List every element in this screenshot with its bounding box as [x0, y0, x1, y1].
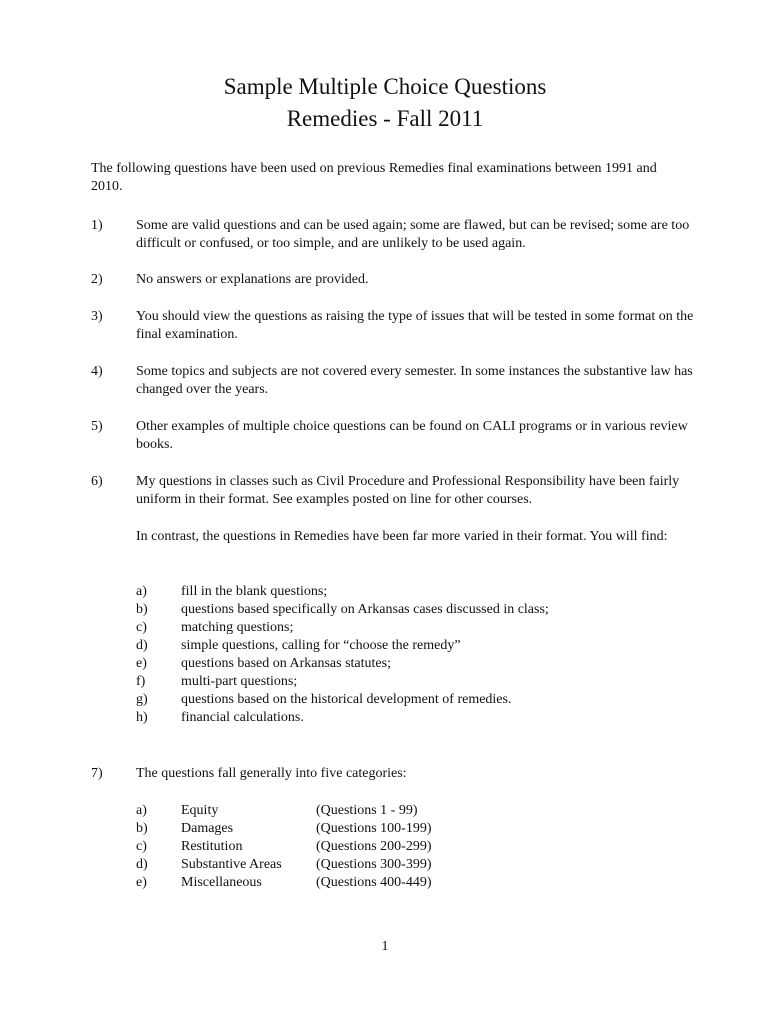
item-number: 4) — [91, 364, 103, 379]
format-letter: d) — [136, 638, 148, 653]
page-number: 1 — [381, 939, 389, 954]
format-letter: a) — [136, 584, 147, 599]
format-item: questions based on the historical development of remedies. — [181, 692, 512, 707]
format-letter: b) — [136, 602, 148, 617]
category-name: Miscellaneous — [181, 875, 262, 890]
item-number: 1) — [91, 218, 103, 233]
item-text: The questions fall generally into five categories: — [136, 766, 407, 781]
item-text: Some topics and subjects are not covered every semester. In some instances the substantive law has changed over the years. — [136, 364, 693, 397]
item-number: 6) — [91, 474, 103, 489]
item-number: 2) — [91, 272, 103, 287]
category-letter: c) — [136, 839, 147, 854]
category-name: Equity — [181, 803, 219, 818]
category-range: (Questions 300-399) — [316, 857, 432, 872]
category-range: (Questions 200-299) — [316, 839, 432, 854]
intro-paragraph: The following questions have been used on previous Remedies final examinations between 1991 and 2010. — [91, 161, 657, 194]
item-number: 5) — [91, 419, 103, 434]
item-text: My questions in classes such as Civil Procedure and Professional Responsibility have been fairly uniform in their format. See examples posted on line for other courses. — [136, 474, 680, 507]
format-item: fill in the blank questions; — [181, 584, 328, 599]
category-name: Restitution — [181, 839, 243, 854]
format-item: financial calculations. — [181, 710, 304, 725]
format-item: matching questions; — [181, 620, 294, 635]
format-letter: c) — [136, 620, 147, 635]
category-letter: a) — [136, 803, 147, 818]
category-range: (Questions 400-449) — [316, 875, 432, 890]
item-number: 3) — [91, 309, 103, 324]
item-text: Some are valid questions and can be used again; some are flawed, but can be revised; some are too difficult or confused, or too simple, and are unlikely to be used again. — [136, 218, 690, 251]
category-name: Substantive Areas — [181, 857, 282, 872]
item-text: Other examples of multiple choice questions can be found on CALI programs or in various review books. — [136, 419, 688, 452]
category-letter: e) — [136, 875, 147, 890]
format-letter: g) — [136, 692, 148, 707]
category-range: (Questions 100-199) — [316, 821, 432, 836]
document-subtitle: Remedies - Fall 2011 — [286, 106, 484, 131]
category-range: (Questions 1 - 99) — [316, 803, 418, 818]
format-letter: f) — [136, 674, 146, 689]
category-letter: b) — [136, 821, 148, 836]
contrast-paragraph: In contrast, the questions in Remedies have been far more varied in their format. You will find: — [136, 529, 668, 544]
format-item: questions based specifically on Arkansas cases discussed in class; — [181, 602, 549, 617]
format-letter: h) — [136, 710, 148, 725]
category-name: Damages — [181, 821, 234, 836]
item-number: 7) — [91, 766, 103, 781]
format-item: multi-part questions; — [181, 674, 298, 689]
format-item: simple questions, calling for “choose the remedy” — [181, 638, 461, 653]
item-text: No answers or explanations are provided. — [136, 272, 369, 287]
format-letter: e) — [136, 656, 147, 671]
item-text: You should view the questions as raising the type of issues that will be tested in some format on the final examination. — [136, 309, 694, 342]
document-title: Sample Multiple Choice Questions — [223, 74, 547, 99]
category-letter: d) — [136, 857, 148, 872]
format-item: questions based on Arkansas statutes; — [181, 656, 391, 671]
